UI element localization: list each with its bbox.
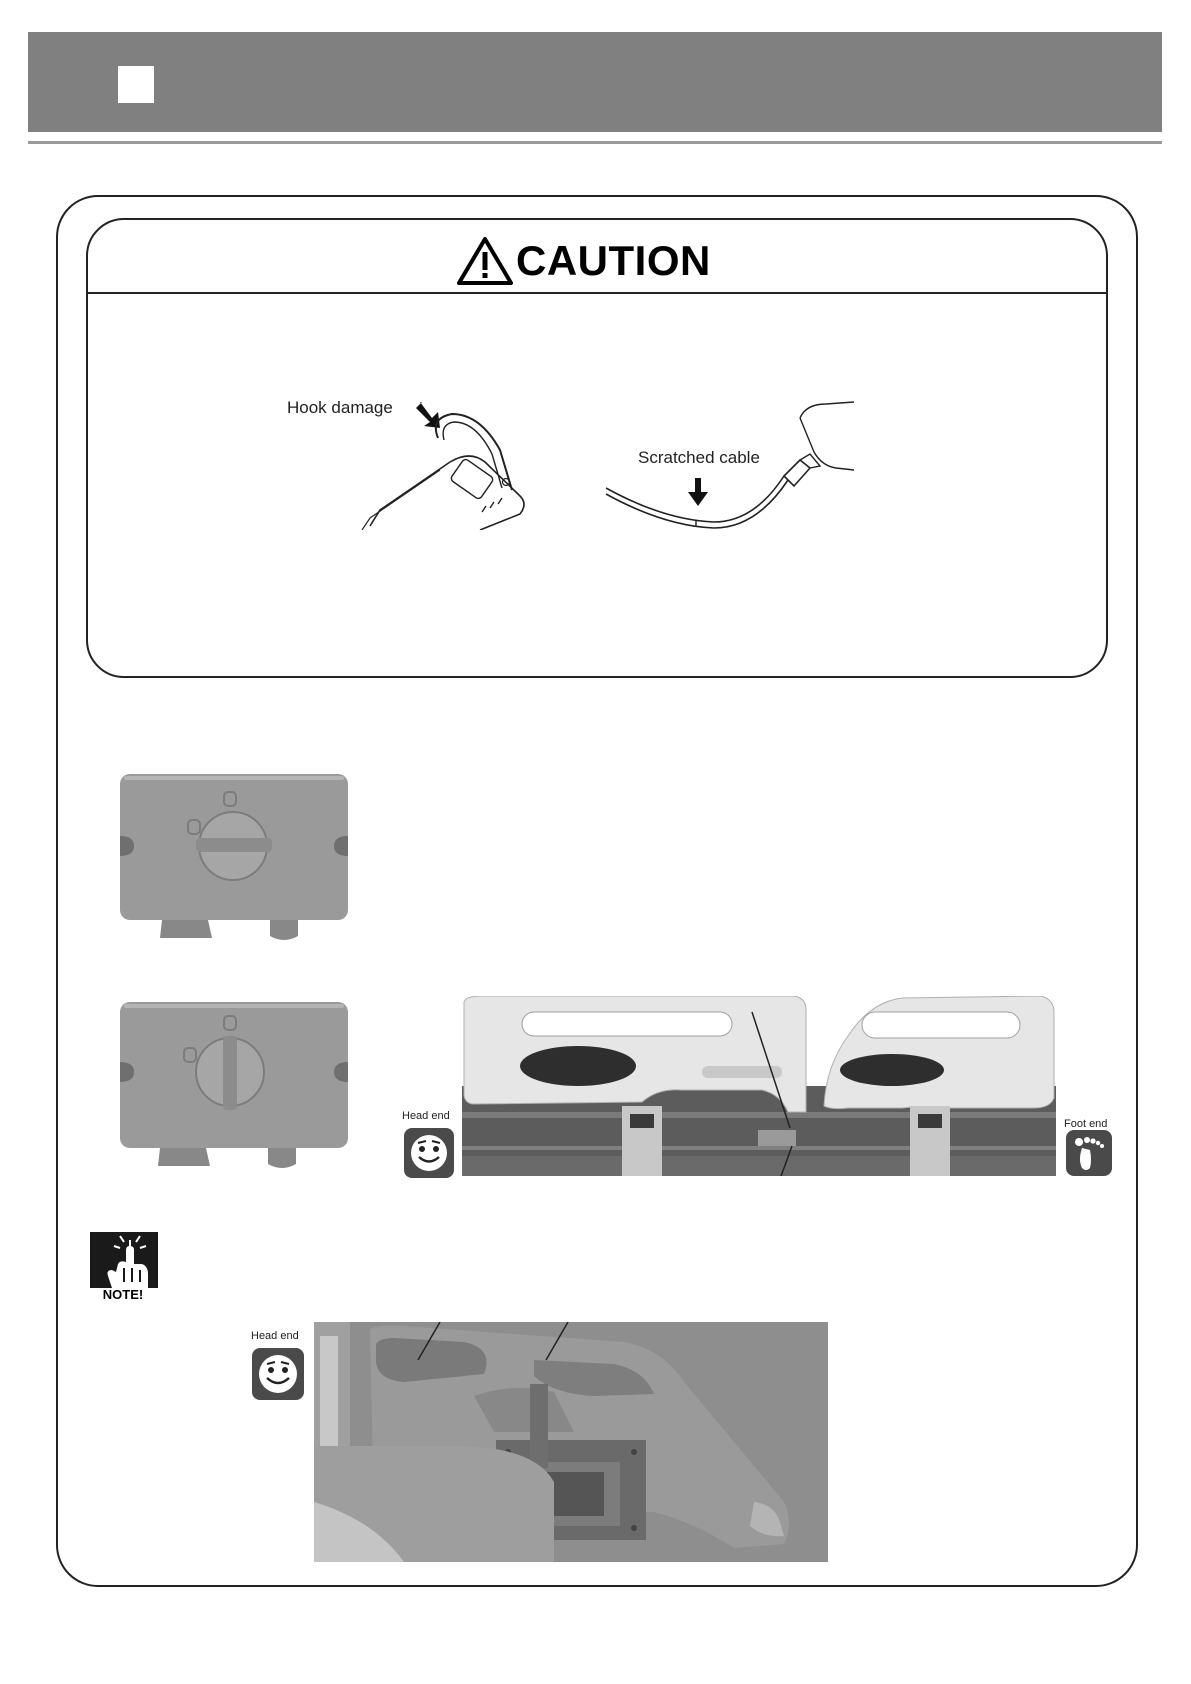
bed-side-rail-image bbox=[462, 996, 1056, 1176]
note-head-end-label: Head end bbox=[251, 1330, 299, 1342]
switch-box-vertical-image bbox=[118, 1000, 350, 1170]
smiley-face-icon bbox=[252, 1348, 304, 1400]
caution-header bbox=[88, 220, 1106, 294]
side-rail-closeup-image bbox=[314, 1322, 828, 1562]
cable-illustration bbox=[604, 400, 854, 530]
scratched-cable-label: Scratched cable bbox=[638, 448, 760, 467]
foot-end-label: Foot end bbox=[1064, 1118, 1108, 1130]
pendant-hook-illustration bbox=[360, 400, 530, 530]
caution-title: CAUTION bbox=[516, 237, 711, 284]
note-label: NOTE! bbox=[102, 1287, 144, 1302]
hook-damage-label: Hook damage bbox=[287, 398, 393, 417]
footprint-icon bbox=[1066, 1130, 1112, 1176]
pointing-hand-note-icon bbox=[90, 1232, 158, 1288]
caution-box bbox=[86, 218, 1108, 678]
warning-triangle-icon bbox=[456, 236, 514, 286]
switch-box-horizontal-image bbox=[118, 772, 350, 942]
head-end-label: Head end bbox=[402, 1110, 450, 1122]
smiley-face-icon bbox=[404, 1128, 454, 1178]
chapter-marker bbox=[118, 66, 154, 103]
caution-heading bbox=[456, 236, 711, 286]
header-divider bbox=[28, 141, 1162, 144]
header-band bbox=[28, 32, 1162, 132]
